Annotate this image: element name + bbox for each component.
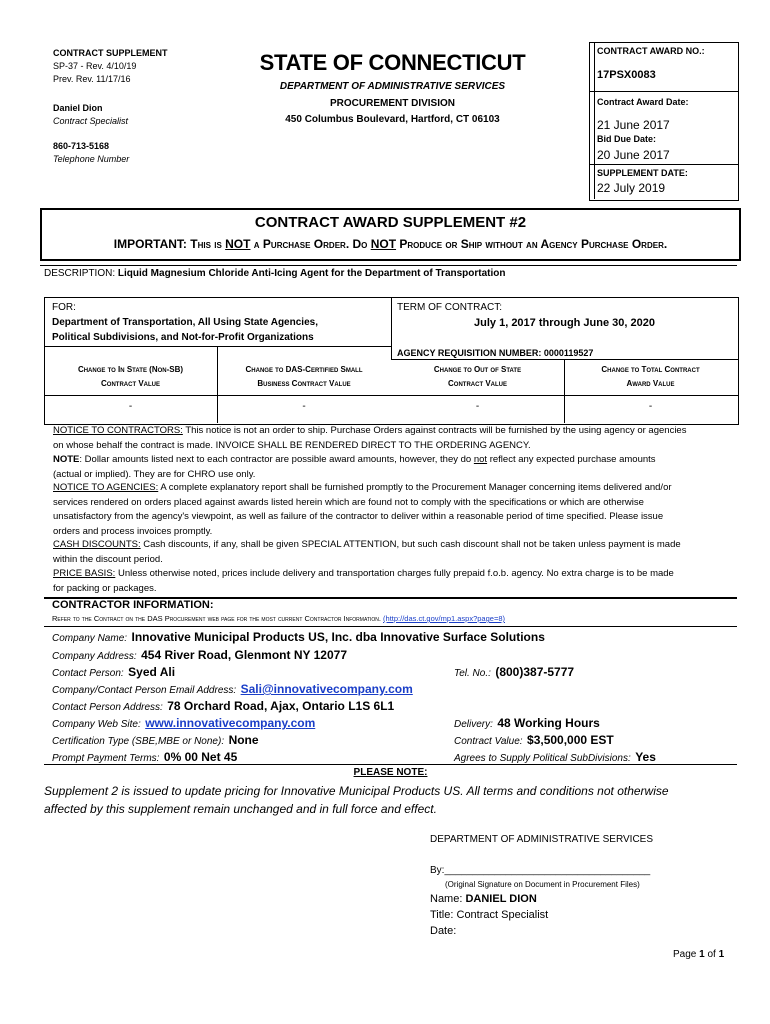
supplement-date-label: SUPPLEMENT DATE: (597, 168, 688, 178)
notice-to-agencies: NOTICE TO AGENCIES: A complete explanatory report shall be furnished promptly to the Procurement Manager concerning items delivered and/or services rendered on orders placed against awards listed herein which are found not to comply with the specifications or which are otherwise unsatisfactory from the agency's viewpoint, as well as failure of the contractor to deliver within a reasonable period of time specified. Please issue orders and process invoices promptly. (53, 482, 672, 537)
value-in-state: - (128, 401, 133, 412)
department-address: 450 Columbus Boulevard, Hartford, CT 06103 (285, 114, 500, 125)
award-number: 17PSX0083 (597, 69, 656, 81)
supplement-date: 22 July 2019 (597, 181, 666, 195)
bid-due-date: 20 June 2017 (597, 148, 670, 162)
signature-title-row: Title: Contract Specialist (430, 909, 549, 921)
previous-revision: Prev. Rev. 11/17/16 (53, 74, 131, 84)
phone-label: Telephone Number (53, 154, 130, 164)
signatory-title: Contract Specialist (456, 909, 549, 921)
email-row: Company/Contact Person Email Address: Sali@innovativecompany.com (52, 682, 413, 696)
header-in-state: Change to In State (Non-SB) Contract Value (77, 365, 184, 388)
payment-terms: 0% 00 Net 45 (163, 750, 238, 764)
contractor-refer-line: Refer to the Contract on the DAS Procurement web page for the most current Contractor Information. (http://das.ct.gov/mp1.aspx?page=8) (52, 614, 505, 623)
contact-name: Daniel Dion (53, 103, 103, 113)
email-link[interactable]: Sali@innovativecompany.com (240, 682, 413, 696)
contractor-info-heading: CONTRACTOR INFORMATION: (52, 599, 214, 611)
header-das-small-business: Change to DAS-Certified Small Business Contract Value (245, 365, 363, 388)
tel-row: Tel. No.: (800)387-5777 (454, 665, 575, 679)
department-name: DEPARTMENT OF ADMINISTRATIVE SERVICES (279, 81, 506, 92)
header-total-award: Change to Total Contract Award Value (601, 365, 700, 388)
division-name: PROCUREMENT DIVISION (329, 98, 455, 109)
delivery-value: 48 Working Hours (497, 716, 600, 730)
das-procurement-link[interactable]: (http://das.ct.gov/mp1.aspx?page=8) (383, 614, 505, 623)
important-notice: IMPORTANT: This is NOT a Purchase Order. Do NOT Produce or Ship without an Agency Purchase Order. (113, 237, 668, 251)
signatory-name: DANIEL DION (465, 893, 537, 905)
cash-discounts-notice: CASH DISCOUNTS: Cash discounts, if any, shall be given SPECIAL ATTENTION, but such cash discount shall not be taken unless payment is made within the discount period. (53, 539, 681, 565)
award-number-label: CONTRACT AWARD NO.: (597, 46, 705, 56)
delivery-row: Delivery: 48 Working Hours (454, 716, 600, 730)
value-out-of-state: - (475, 401, 480, 412)
bid-due-label: Bid Due Date: (597, 134, 657, 144)
political-subdivisions-row: Agrees to Supply Political SubDivisions: Yes (454, 750, 656, 764)
price-basis-notice: PRICE BASIS: Unless otherwise noted, prices include delivery and transportation charges fully prepaid f.o.b. agency. No extra charge is to be made for packing or packages. (53, 568, 674, 594)
term-value: July 1, 2017 through June 30, 2020 (474, 317, 655, 329)
description-label: DESCRIPTION: (44, 268, 116, 279)
original-signature-note: (Original Signature on Document in Procurement Files) (445, 880, 640, 889)
notice-to-contractors: NOTICE TO CONTRACTORS: This notice is not an order to ship. Purchase Orders against contracts will be furnished by the using agency or agencies on whose behalf the contract is made. INVOICE SHALL BE RENDERED DIRECT TO THE ORDERING AGENCY. NOTE: Dollar amounts listed next to each contractor are possible award amounts, however, they do not reflect any expected purchase amounts (actual or implied). They are for CHRO use only. (53, 425, 687, 480)
value-das-small-business: - (302, 401, 306, 412)
contract-value: $3,500,000 EST (527, 733, 614, 747)
value-total-award: - (648, 401, 653, 412)
description-row (44, 268, 506, 279)
contact-title: Contract Specialist (53, 116, 129, 126)
please-note-body: Supplement 2 is issued to update pricing for Innovative Municipal Products US. All terms and conditions not otherwise affected by this supplement remain unchanged and in full force and effect. (44, 784, 669, 816)
page-number: Page 1 of 1 (673, 949, 725, 960)
for-line-1: Department of Transportation, All Using State Agencies, (52, 317, 318, 328)
for-label: FOR: (52, 302, 76, 313)
company-address-row: Company Address: 454 River Road, Glenmont NY 12077 (52, 648, 347, 662)
contact-address: 78 Orchard Road, Ajax, Ontario L1S 6L1 (167, 699, 395, 713)
payment-terms-row: Prompt Payment Terms: 0% 00 Net 45 (52, 750, 238, 764)
supplement-title: CONTRACT AWARD SUPPLEMENT #2 (254, 214, 527, 231)
state-title: STATE OF CONNECTICUT (259, 50, 526, 75)
tel-number: (800)387-5777 (495, 665, 575, 679)
form-revision: SP-37 - Rev. 4/10/19 (53, 61, 137, 71)
contact-address-row: Contact Person Address: 78 Orchard Road, Ajax, Ontario L1S 6L1 (52, 699, 395, 713)
company-name: Innovative Municipal Products US, Inc. dba Innovative Surface Solutions (131, 630, 545, 644)
website-row: Company Web Site: www.innovativecompany.com (52, 716, 316, 730)
signature-name-row: Name: DANIEL DION (430, 893, 537, 905)
for-line-2: Political Subdivisions, and Not-for-Profit Organizations (52, 332, 314, 343)
contact-person-row: Contact Person: Syed Ali (52, 665, 176, 679)
please-note-heading: PLEASE NOTE: (353, 767, 428, 778)
signature-department: DEPARTMENT OF ADMINISTRATIVE SERVICES (430, 834, 654, 845)
contact-person: Syed Ali (128, 665, 176, 679)
certification-value: None (228, 733, 259, 747)
company-address: 454 River Road, Glenmont NY 12077 (141, 648, 347, 662)
signature-line: By:_____________________________________ (430, 865, 651, 876)
award-date: 21 June 2017 (597, 118, 670, 132)
certification-row: Certification Type (SBE,MBE or None): None (52, 733, 259, 747)
term-label: TERM OF CONTRACT: (397, 302, 502, 313)
contract-value-row: Contract Value: $3,500,000 EST (454, 733, 614, 747)
requisition-number: AGENCY REQUISITION NUMBER: 0000119527 (397, 348, 594, 358)
company-name-row: Company Name: Innovative Municipal Products US, Inc. dba Innovative Surface Solutions (52, 630, 545, 644)
description-value: Liquid Magnesium Chloride Anti-Icing Agent for the Department of Transportation (117, 268, 506, 279)
header-out-of-state: Change to Out of State Contract Value (433, 365, 522, 388)
phone-number: 860-713-5168 (53, 141, 110, 151)
political-subdivisions-value: Yes (635, 750, 656, 764)
form-title: CONTRACT SUPPLEMENT (53, 48, 168, 58)
award-date-label: Contract Award Date: (597, 97, 689, 107)
website-link[interactable]: www.innovativecompany.com (145, 716, 316, 730)
signature-date-label: Date: (430, 925, 457, 937)
